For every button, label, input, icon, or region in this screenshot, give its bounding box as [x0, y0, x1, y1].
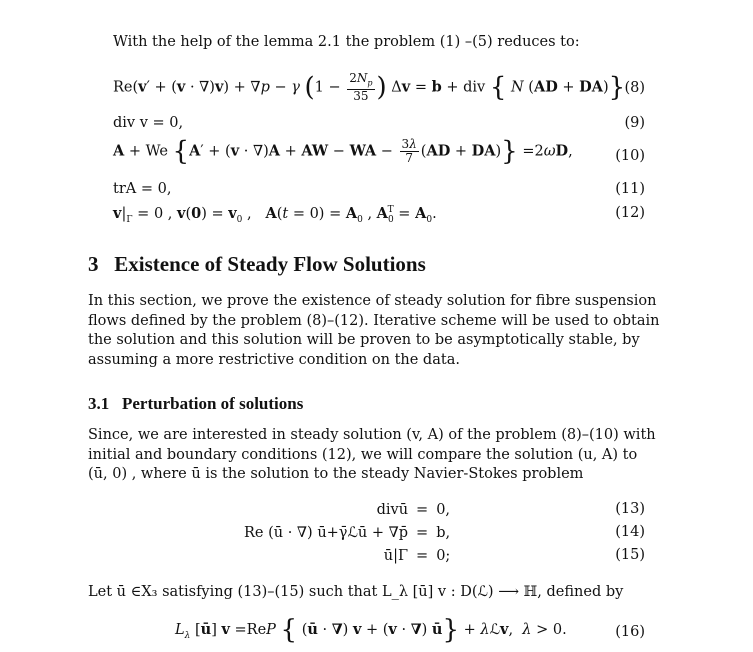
- system-rhs: 0,: [436, 501, 451, 518]
- equation-number-14: (14): [615, 524, 645, 540]
- system-rel: =: [416, 524, 429, 541]
- system-row: [240, 521, 454, 544]
- equation-16: $L_\lambda$ [ū] v =ReP { (ū · ∇) v + (v · ∇) ū} + λℒv, λ > 0.: [175, 615, 567, 645]
- section-3-1-title: Perturbation of solutions: [122, 394, 304, 413]
- section-3-number: 3: [88, 252, 99, 276]
- equation-10: A + We {A′ + (v · ∇)A + AW − WA − $\frac{3\lambda}{7}$ (AD + DA)} =2ωD,: [113, 136, 573, 167]
- paragraph-line: assuming a more restrictive condition on the data.: [88, 351, 460, 368]
- section-3-paragraph: [88, 292, 660, 370]
- equation-9: div v = 0,: [113, 115, 184, 131]
- equation-number-8: (8): [624, 80, 645, 96]
- system-rel: =: [416, 547, 429, 564]
- system-lhs: Re (ū · ∇) ū+γ̄ℒū + ∇p̄: [244, 524, 409, 541]
- section-3-heading: [88, 252, 426, 277]
- paragraph-line: initial and boundary conditions (12), we will compare the solution (u, A) to: [88, 446, 638, 463]
- section-3-1-paragraph: [88, 426, 656, 485]
- equation-number-16: (16): [615, 624, 645, 640]
- paragraph-line: the solution and this solution will be proven to be asymptotically stable, by: [88, 332, 640, 348]
- intro-line: With the help of the lemma 2.1 the problem (1) –(5) reduces to:: [113, 34, 580, 50]
- equation-8: Re(v′ + (v · ∇)v) + ∇p − γ (1 − $\frac{2N_p}{35}$ ) Δv = b + div { N (AD + DA)}: [113, 71, 626, 104]
- paragraph-line: In this section, we prove the existence of steady solution for fibre suspension: [88, 293, 657, 309]
- section-3-title: Existence of Steady Flow Solutions: [114, 252, 426, 276]
- system-row: [240, 544, 454, 567]
- equation-number-9: (9): [624, 115, 645, 131]
- section-3-1-number: 3.1: [88, 394, 110, 413]
- paragraph-line: flows defined by the problem (8)–(12). Iterative scheme will be used to obtain: [88, 312, 660, 329]
- equation-number-11: (11): [615, 181, 645, 197]
- equation-number-15: (15): [615, 547, 645, 563]
- navier-stokes-system: [240, 498, 454, 567]
- let-line: Let ū ∈X₃ satisfying (13)–(15) such that L_λ [ū] v : D(ℒ) ⟶ ℍ, defined by: [88, 584, 624, 600]
- paragraph-line: (ū, 0) , where ū is the solution to the steady Navier-Stokes problem: [88, 466, 584, 482]
- equation-12: $v|_\Gamma = 0$ , $v(0) = v_0$ , $A(t = 0) = A_0$ , $A_0^T = A_0$.: [113, 205, 437, 225]
- equation-number-13: (13): [615, 501, 645, 517]
- system-rel: =: [416, 501, 429, 518]
- system-rhs: 0;: [436, 547, 451, 564]
- system-lhs: divū: [376, 501, 409, 518]
- paragraph-line: Since, we are interested in steady solution (v, A) of the problem (8)–(10) with: [88, 427, 656, 443]
- section-3-1-heading: [88, 394, 303, 414]
- equation-11: trA = 0,: [113, 181, 172, 197]
- system-row: [240, 498, 454, 521]
- equation-number-10: (10): [615, 148, 645, 164]
- system-lhs: ū|Γ: [383, 547, 409, 564]
- system-rhs: b,: [436, 524, 451, 541]
- equation-number-12: (12): [615, 205, 645, 221]
